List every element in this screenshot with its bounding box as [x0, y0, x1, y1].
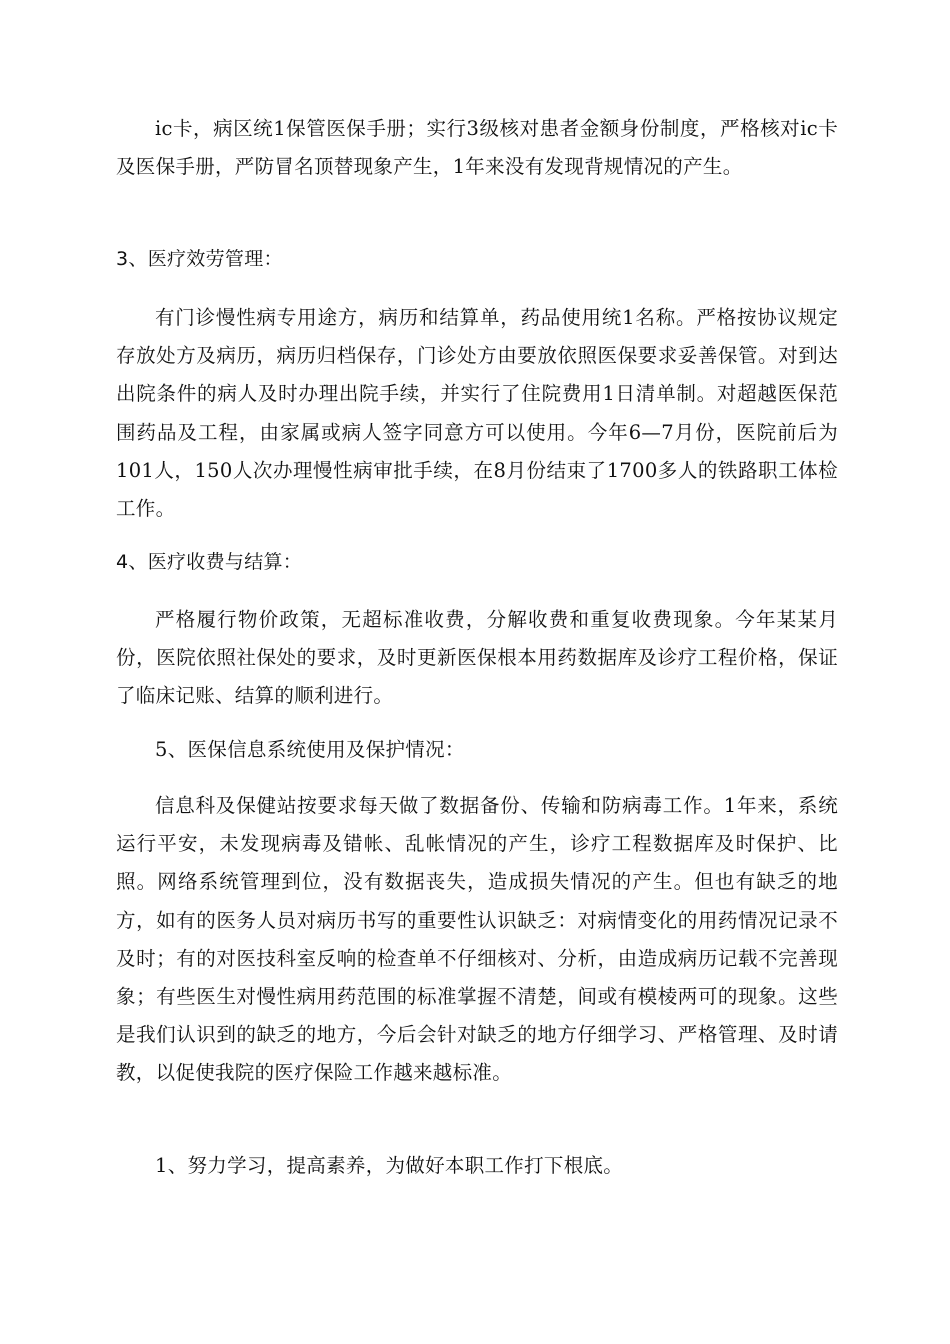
paragraph-study-improve: 1、努力学习，提高素养，为做好本职工作打下根底。	[155, 1154, 624, 1177]
section-heading-info-system: 5、医保信息系统使用及保护情况：	[155, 738, 465, 761]
paragraph-ic-card-management: ic卡，病区统1保管医保手册；实行3级核对患者金额身份制度，严格核对ic卡及医保手册，严防冒名顶替现象产生，1年来没有发现背规情况的产生。	[116, 117, 838, 179]
section-heading-medical-service: 3、医疗效劳管理：	[116, 248, 283, 270]
paragraph-medical-service: 有门诊慢性病专用途方，病历和结算单，药品使用统1名称。严格按协议规定存放处方及病历，病历归档保存，门诊处方由要放依照医保要求妥善保管。对到达出院条件的病人及时办理出院手续，并实行了住院费用1日清单制。对超越医保范围药品及工程，由家属或病人签字同意方可以使用。今年6—7月份，医院前后为101人，150人次办理慢性病审批手续，在8月份结束了1700多人的铁路职工体检工作。	[116, 306, 838, 521]
section-heading-fees-settlement: 4、医疗收费与结算：	[116, 551, 303, 573]
paragraph-fees-settlement: 严格履行物价政策，无超标准收费，分解收费和重复收费现象。今年某某月份，医院依照社保处的要求，及时更新医保根本用药数据库及诊疗工程价格，保证了临床记账、结算的顺利进行。	[116, 608, 838, 708]
paragraph-info-system: 信息科及保健站按要求每天做了数据备份、传输和防病毒工作。1年来，系统运行平安，未发现病毒及错帐、乱帐情况的产生，诊疗工程数据库及时保护、比照。网络系统管理到位，没有数据丧失，造成损失情况的产生。但也有缺乏的地方，如有的医务人员对病历书写的重要性认识缺乏：对病情变化的用药情况记录不及时；有的对医技科室反响的检查单不仔细核对、分析，由造成病历记载不完善现象；有些医生对慢性病用药范围的标准掌握不清楚，间或有模棱两可的现象。这些是我们认识到的缺乏的地方，今后会针对缺乏的地方仔细学习、严格管理、及时请教，以促使我院的医疗保险工作越来越标准。	[116, 794, 838, 1085]
